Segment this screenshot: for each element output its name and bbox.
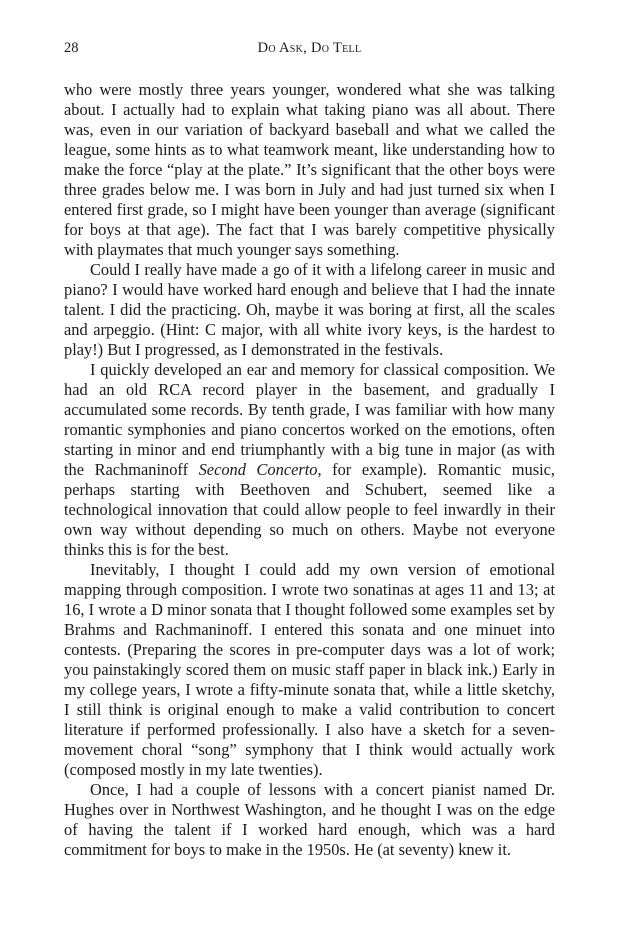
paragraph	[64, 560, 555, 780]
body-text	[64, 80, 555, 860]
paragraph-text: , for example). Romantic music, perhaps starting with Beethoven and Schubert, seemed like a technological innovation that could allow people to feel inwardly in their own way without depending so much on others. Maybe not everyone thinks this is for the best.	[64, 460, 555, 559]
paragraph	[64, 360, 555, 560]
paragraph-text: Once, I had a couple of lessons with a concert pianist named Dr. Hughes over in Northwest Washington, and he thought I was on the edge of having the talent if I worked hard enough, which was a hard commitment for boys to make in the 1950s. He (at seventy) knew it.	[64, 780, 555, 859]
page-number: 28	[64, 40, 79, 56]
page-header	[64, 40, 555, 60]
paragraph-text: who were mostly three years younger, wondered what she was talking about. I actually had to explain what taking piano was all about. There was, even in our variation of backyard baseball and what we called the league, some hints as to what teamwork meant, like understanding how to make the force “play at the plate.” It’s significant that the other boys were three grades below me. I was born in July and had just turned six when I entered first grade, so I might have been younger than average (significant for boys at that age). The fact that I was barely competitive physically with playmates that much younger says something.	[64, 80, 555, 259]
paragraph-text: Could I really have made a go of it with a lifelong career in music and piano? I would have worked hard enough and believe that I had the innate talent. I did the practicing. Oh, maybe it was boring at first, all the scales and arpeggio. (Hint: C major, with all white ivory keys, is the hardest to play!) But I progressed, as I demonstrated in the festivals.	[64, 260, 555, 359]
paragraph-text: I quickly developed an ear and memory for classical composition. We had an old RCA record player in the basement, and gradually I accumulated some records. By tenth grade, I was familiar with how many romantic symphonies and piano concertos worked on the emotions, often starting in minor and end triumphantly with a big tune in major (as with the Rachmaninoff	[64, 360, 555, 479]
paragraph	[64, 780, 555, 860]
paragraph	[64, 260, 555, 360]
paragraph-text: Inevitably, I thought I could add my own version of emotional mapping through composition. I wrote two sonatinas at ages 11 and 13; at 16, I wrote a D minor sonata that I thought followed some examples set by Brahms and Rachmaninoff. I entered this sonata and one minuet into contests. (Preparing the scores in pre-computer days was a lot of work; you painstakingly scored them on music staff paper in black ink.) Early in my college years, I wrote a fifty-minute sonata that, while a little sketchy, I still think is original enough to make a valid contribution to concert literature if performed professionally. I also have a sketch for a seven-movement choral “song” symphony that I think would actually work (composed mostly in my late twenties).	[64, 560, 555, 779]
running-title: Do Ask, Do Tell	[257, 40, 362, 56]
italic-title: Second Concerto	[198, 460, 318, 479]
paragraph	[64, 80, 555, 260]
